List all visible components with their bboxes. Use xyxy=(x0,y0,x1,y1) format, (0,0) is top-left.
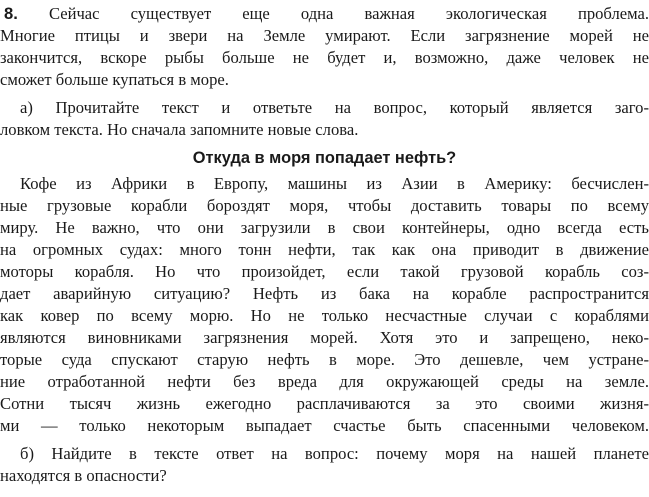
body-line-2: ные грузовые корабли бороздят моря, чтобы доставить товары по всему xyxy=(0,196,649,215)
body-line-5: моторы корабля. Но что произойдет, если такой грузовой корабль соз- xyxy=(0,262,649,281)
intro-line-1-text: Сейчас существует еще одна важная экологическая проблема. xyxy=(48,4,649,23)
task-number: 8. xyxy=(4,4,18,23)
intro-line-2: Многие птицы и звери на Земле умирают. Если загрязнение морей не xyxy=(0,26,649,45)
part-a-line-2: ловком текста. Но сначала запомните новые слова. xyxy=(0,120,359,139)
intro-line-3: закончится, вскоре рыбы больше не будет и, возможно, даже человек не xyxy=(0,48,649,67)
body-line-6: дает аварийную ситуацию? Нефть из бака на корабле распространится xyxy=(0,284,649,303)
intro-line-1 xyxy=(0,4,649,24)
intro-line-4: сможет больше купаться в море. xyxy=(0,70,229,89)
body-line-11: Сотни тысяч жизнь ежегодно расплачиваются за это своими жизня- xyxy=(0,394,649,413)
body-line-4: на огромных судах: много тонн нефти, так как она приводит в движение xyxy=(0,240,649,259)
text-title: Откуда в моря попадает нефть? xyxy=(192,149,457,167)
part-b-line-1: б) Найдите в тексте ответ на вопрос: почему моря на нашей планете xyxy=(20,444,649,463)
body-line-12: ми — только некоторым выпадает счастье быть спасенными человеком. xyxy=(0,416,649,435)
body-line-8: являются виновниками загрязнения морей. Хотя это и запрещено, неко- xyxy=(0,328,649,347)
body-line-3: миру. Не важно, что они загрузили в свои контейнеры, одно всегда есть xyxy=(0,218,649,237)
part-a-line-1: а) Прочитайте текст и ответьте на вопрос, который является заго- xyxy=(20,98,649,117)
body-line-9: торые суда спускают старую нефть в море. Это дешевле, чем устране- xyxy=(0,350,649,369)
body-line-10: ние отработанной нефти без вреда для окружающей среды на земле. xyxy=(0,372,649,391)
body-line-7: как ковер по всему морю. Но не только несчастные случаи с кораблями xyxy=(0,306,649,325)
body-line-1: Кофе из Африки в Европу, машины из Азии в Америку: бесчислен- xyxy=(20,174,649,193)
part-b-line-2: находятся в опасности? xyxy=(0,466,167,485)
